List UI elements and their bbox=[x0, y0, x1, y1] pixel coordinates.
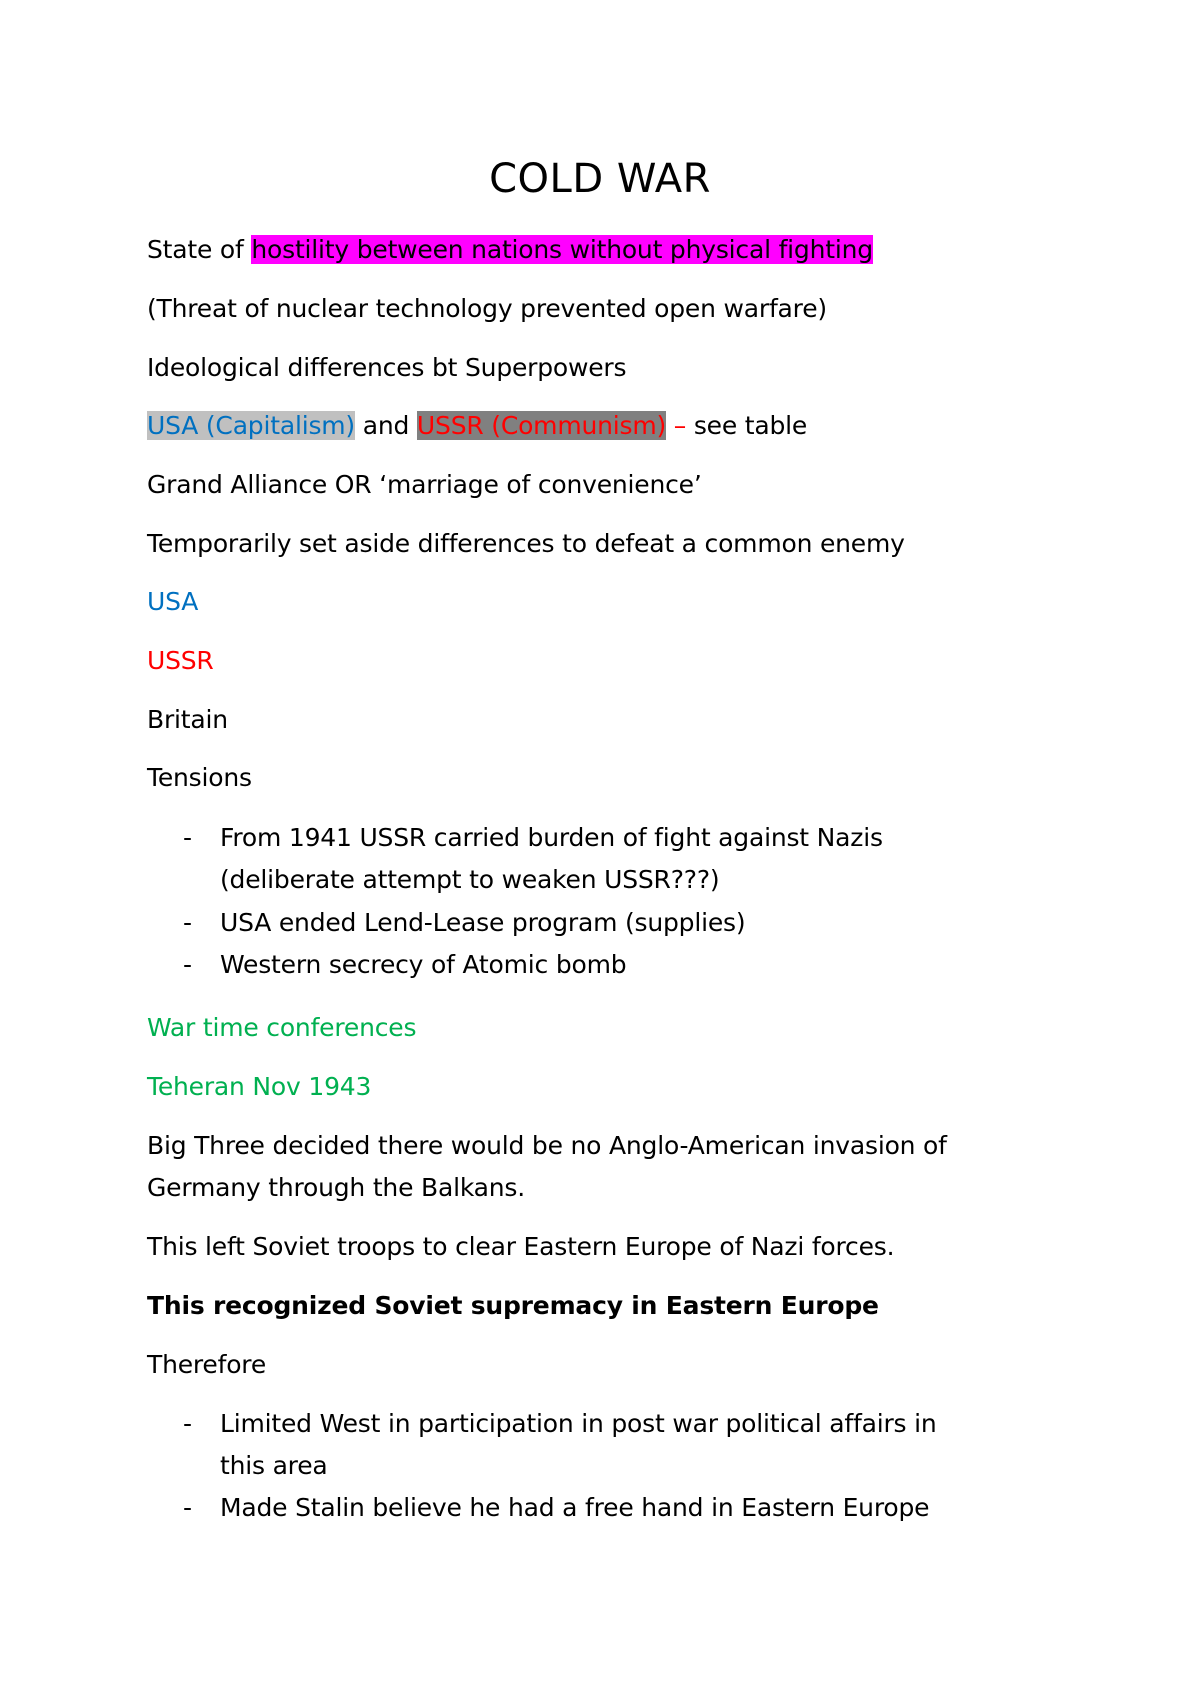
tensions-bullet-marker: - bbox=[183, 908, 193, 937]
therefore-bullet-marker: - bbox=[183, 1409, 193, 1438]
ideology-line: Ideological differences bt Superpowers bbox=[147, 353, 627, 382]
definition-highlight: hostility between nations without physical fighting bbox=[251, 235, 873, 264]
ally-britain: Britain bbox=[147, 705, 228, 734]
big-three-line-1: Big Three decided there would be no Anglo-American invasion of bbox=[147, 1131, 947, 1160]
tensions-item: From 1941 USSR carried burden of fight against Nazis bbox=[220, 823, 883, 852]
ussr-communism-label: USSR (Communism) bbox=[416, 411, 667, 440]
and-text: and bbox=[354, 411, 417, 440]
tensions-bullet-marker: - bbox=[183, 950, 193, 979]
threat-line: (Threat of nuclear technology prevented open warfare) bbox=[147, 294, 827, 323]
therefore-heading: Therefore bbox=[147, 1350, 267, 1379]
dash-text: – bbox=[666, 411, 694, 440]
superpowers-line bbox=[147, 409, 807, 443]
tensions-bullet-marker: - bbox=[183, 823, 193, 852]
tensions-item-continued: (deliberate attempt to weaken USSR???) bbox=[220, 865, 720, 894]
soviet-supremacy-line: This recognized Soviet supremacy in Eastern Europe bbox=[147, 1291, 879, 1320]
ally-ussr: USSR bbox=[147, 646, 214, 675]
grand-alliance-line: Grand Alliance OR ‘marriage of convenience’ bbox=[147, 470, 702, 499]
therefore-item: Made Stalin believe he had a free hand in Eastern Europe bbox=[220, 1493, 930, 1522]
therefore-item-continued: this area bbox=[220, 1451, 328, 1480]
definition-line bbox=[147, 233, 873, 267]
soviet-troops-line: This left Soviet troops to clear Eastern Europe of Nazi forces. bbox=[147, 1232, 895, 1261]
tensions-item: USA ended Lend-Lease program (supplies) bbox=[220, 908, 746, 937]
see-table-text: see table bbox=[693, 411, 808, 440]
tensions-heading: Tensions bbox=[147, 763, 252, 792]
usa-capitalism-label: USA (Capitalism) bbox=[147, 411, 355, 440]
tensions-item: Western secrecy of Atomic bomb bbox=[220, 950, 627, 979]
therefore-item: Limited West in participation in post war political affairs in bbox=[220, 1409, 937, 1438]
big-three-line-2: Germany through the Balkans. bbox=[147, 1173, 525, 1202]
ally-usa: USA bbox=[147, 587, 199, 616]
therefore-bullet-marker: - bbox=[183, 1493, 193, 1522]
teheran-heading: Teheran Nov 1943 bbox=[147, 1072, 372, 1101]
common-enemy-line: Temporarily set aside differences to defeat a common enemy bbox=[147, 529, 905, 558]
definition-prefix: State of bbox=[147, 235, 252, 264]
conferences-heading: War time conferences bbox=[147, 1013, 417, 1042]
page-title: COLD WAR bbox=[489, 156, 711, 202]
